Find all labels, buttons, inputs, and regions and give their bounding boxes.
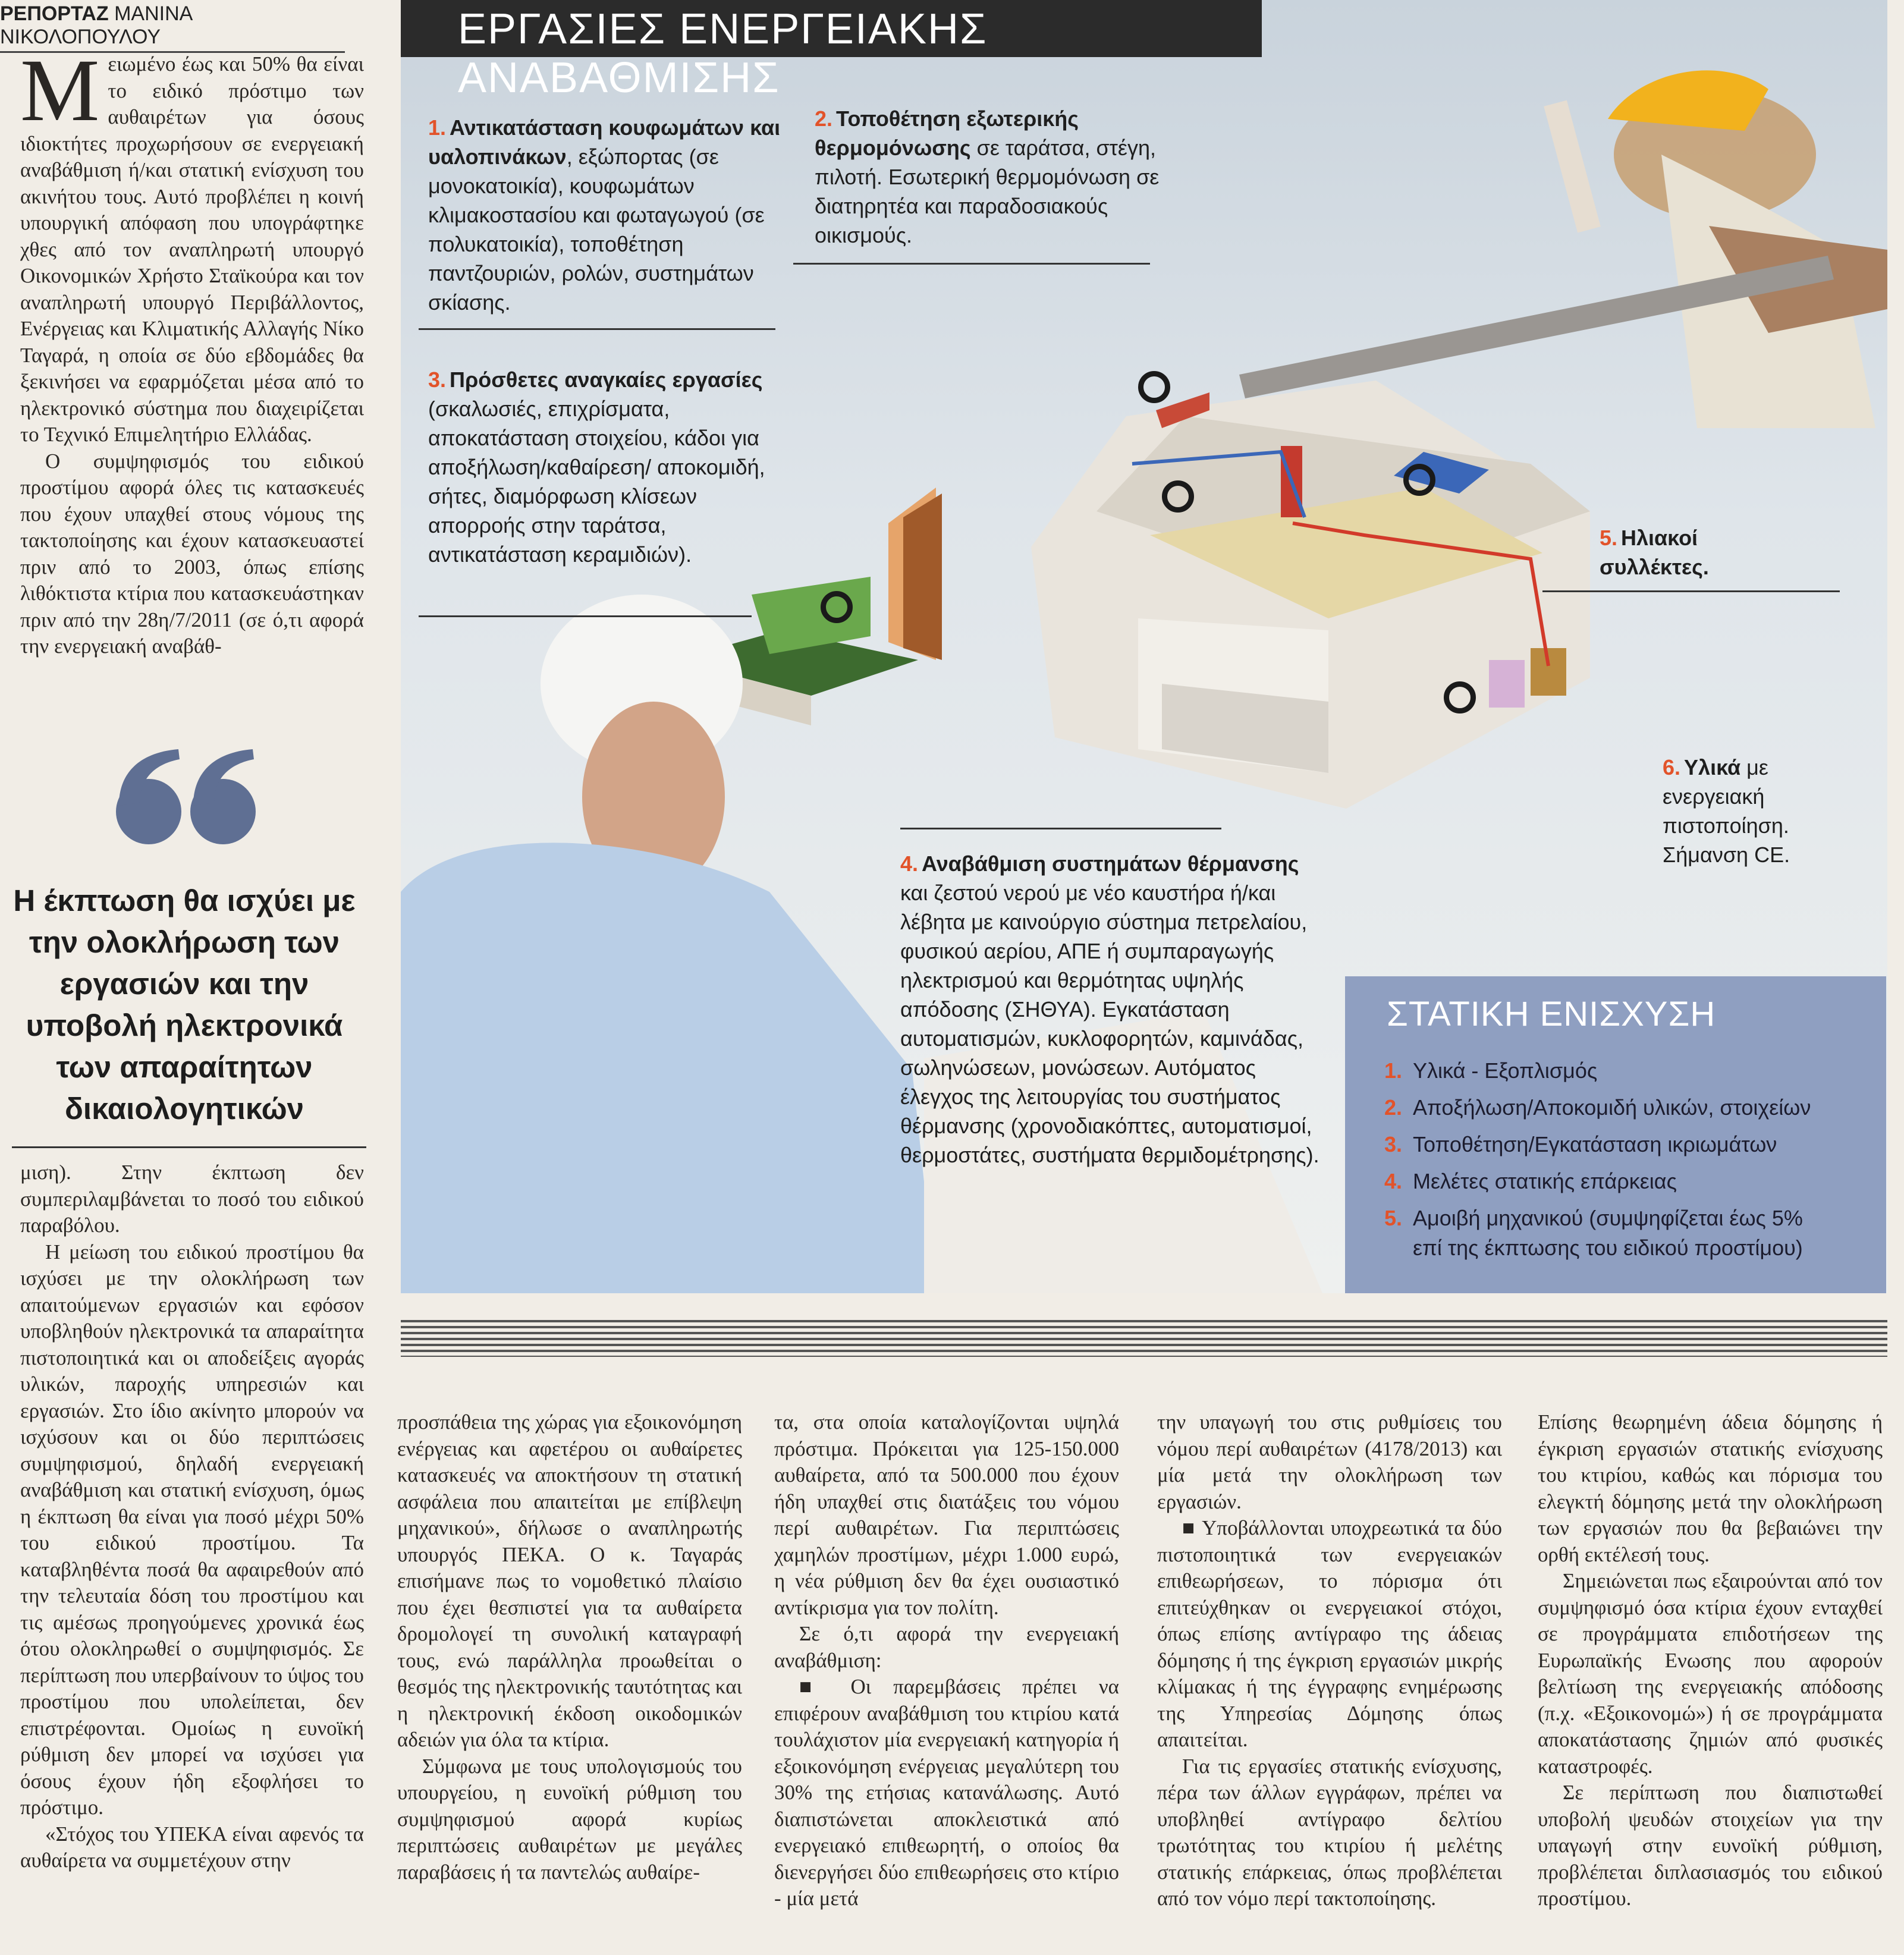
graphic-title: ΕΡΓΑΣΙΕΣ ΕΝΕΡΓΕΙΑΚΗΣ ΑΝΑΒΑΘΜΙΣΗΣ (458, 5, 988, 102)
article-col5 (1538, 1409, 1883, 1912)
caption-6-heading: Υλικά (1684, 755, 1741, 780)
caption-5 (1600, 523, 1778, 582)
caption-6 (1663, 753, 1859, 869)
statik-item-text: Αμοιβή μηχανικού (συμψηφίζεται έως 5% (1413, 1206, 1803, 1230)
caption-6-number: 6. (1663, 755, 1681, 780)
article-col1-bottom (20, 1159, 364, 1874)
statik-item (1384, 1093, 1811, 1123)
col3-p3: ■ Οι παρεμβάσεις πρέπει να επιφέρουν αναβάθμιση του κτιρίου κατά τουλάχιστον μία ενεργειακή κατηγορία ή εξοικονόμηση ενέργειας μεγαλύτερη του 30% της ετήσιας κατανάλωσης. Αυτό διαπιστώνεται αποκλειστικά από ενεργειακό επιθεωρητή, ο οποίος θα διενεργήσει δύο επιθεωρήσεις στο κτίριο - μία μετά (774, 1674, 1119, 1912)
caption-1 (428, 113, 797, 317)
pointer-line-1 (419, 328, 775, 330)
caption-4-number: 4. (900, 851, 919, 876)
statik-item-text: επί της έκπτωσης του ειδικού προστίμου) (1413, 1236, 1803, 1260)
caption-6-text: με ενεργειακή πιστοποίηση. Σήμανση CE. (1663, 755, 1790, 867)
pointer-line-5 (1542, 590, 1840, 592)
marker-ring-5 (1403, 464, 1435, 496)
col4-p3: Για τις εργασίες στατικής ενίσχυσης, πέρα των άλλων εγγράφων, πρέπει να υποβληθεί αντίγραφο δελτίου τρωτότητας του κτιρίου ή μελέτης στατικής επάρκειας, όπως προβλέπεται από τον νόμο περί τακτοποίησης. (1157, 1754, 1502, 1910)
col4-p2: ■ Υποβάλλονται υποχρεωτικά τα δύο πιστοποιητικά των ενεργειακών επιθεωρήσεων, το πόρισμα ότι επιτεύχθηκαν οι ενεργειακοί στόχοι, όπως επίσης αντίγραφο της άδειας δόμησης ή της έγκριση εργασιών μικρής κλίμακας ή της έγγραφης ενημέρωσης της Υπηρεσίας Δόμησης όπως απαιτείται. (1157, 1515, 1502, 1753)
pointer-line-4 (900, 828, 1221, 829)
marker-ring-2 (1138, 371, 1170, 403)
statik-title: ΣΤΑΤΙΚΗ ΕΝΙΣΧΥΣΗ (1387, 995, 1716, 1033)
caption-1-text: , εξώπορτας (σε μονοκατοικία), κουφωμάτων κλιμακοστασίου και φωταγωγού (σε πολυκατοικία), τοποθέτηση παντζουριών, ρολών, συστημάτων σκίασης. (428, 144, 765, 315)
caption-3-number: 3. (428, 367, 447, 392)
marker-ring-4 (1444, 681, 1476, 714)
author-name: ΜΑΝΙΝΑ ΝΙΚΟΛΟΠΟΥΛΟΥ (0, 2, 192, 48)
caption-2 (815, 104, 1183, 250)
marker-ring-3 (821, 591, 853, 623)
statik-item-number: 3. (1384, 1132, 1403, 1156)
caption-1-heading: Αντικατάσταση κουφωμάτων και υαλοπινάκων (428, 115, 781, 169)
col4-p1: την υπαγωγή του στις ρυθμίσεις του νόμου περί αυθαιρέτων (4178/2013) και μία μετά την ολοκλήρωση των εργασιών. (1157, 1410, 1502, 1513)
statik-item (1384, 1203, 1803, 1233)
caption-4 (900, 849, 1328, 1170)
article-p5: «Στόχος του ΥΠΕΚΑ είναι αφενός τα αυθαίρετα να συμμετέχουν στην (20, 1822, 364, 1872)
col3-p2: Σε ό,τι αφορά την ενεργειακή αναβάθμιση: (774, 1622, 1119, 1672)
statik-item (1384, 1167, 1677, 1196)
col5-p1: Επίσης θεωρημένη άδεια δόμησης ή έγκριση εργασιών στατικής ενίσχυσης του κτιρίου, καθώς και πόρισμα του ελεγκτή δόμησης μετά την ολοκλήρωση των εργασιών που θα βεβαιώνει την ορθή εκτέλεσή τους. (1538, 1410, 1883, 1566)
pointer-line-3 (419, 615, 752, 617)
statik-item-text: Τοποθέτηση/Εγκατάσταση ικριωμάτων (1413, 1132, 1777, 1156)
statik-item (1384, 1130, 1777, 1159)
statik-box (1345, 976, 1886, 1293)
statik-item (1384, 1233, 1803, 1263)
pull-quote: Η έκπτωση θα ισχύει με την ολοκλήρωση των εργασιών και την υποβολή ηλεκτρονικά των απαραίτητων δικαιολογητικών (13, 884, 356, 1126)
col5-p3: Σε περίπτωση που διαπιστωθεί υποβολή ψευδών στοιχείων για την υπαγωγή στην ευνοϊκή ρύθμιση, προβλέπεται διπλασιασμός του ειδικού προστίμου. (1538, 1781, 1883, 1910)
article-col2 (397, 1409, 742, 1885)
quote-mark-icon (113, 746, 262, 847)
caption-3-text: (σκαλωσιές, επιχρίσματα, αποκατάσταση στοιχείου, κάδοι για αποξήλωση/καθαίρεση/ αποκομιδή, σήτες, διαμόρφωση κλίσεων απορροής στην ταράτσα, αντικατάσταση κεραμιδιών). (428, 397, 765, 567)
caption-4-heading: Αναβάθμιση συστημάτων θέρμανσης (922, 851, 1299, 876)
statik-item-text: Μελέτες στατικής επάρκειας (1413, 1169, 1677, 1193)
caption-2-heading: Τοποθέτηση εξωτερικής θερμομόνωσης (815, 106, 1079, 160)
section-label: ΡΕΠΟΡΤΑΖ (0, 2, 109, 25)
statik-item-number: 2. (1384, 1095, 1403, 1120)
col5-p2: Σημειώνεται πως εξαιρούνται από τον συμψηφισμό όσα κτίρια έχουν ενταχθεί σε προγράμματα επιδοτήσεων της Ευρωπαϊκής Ενωσης που αφορούν βελτίωση της ενεργειακής απόδοσης (π.χ. «Εξοικονομώ») ή σε προγράμματα αποκατάστασης ζημιών από φυσικές καταστροφές. (1538, 1569, 1883, 1778)
statik-item-number: 1. (1384, 1058, 1403, 1083)
pull-quote-rule (12, 1146, 366, 1148)
article-p2: Ο συμψηφισμός του ειδικού προστίμου αφορά όλες τις κατασκευές που έχουν υπαχθεί στους νόμους της τακτοποίησης και έχουν κατασκευαστεί πριν από το 2003, όπως επίσης λιθόκτιστα κτίρια που κατασκευάστηκαν πριν από την 28η/7/2011 (σε ό,τι αφορά την ενεργειακή αναβάθ- (20, 449, 364, 658)
col3-p1: τα, στα οποία καταλογίζονται υψηλά πρόστιμα. Πρόκειται για 125-150.000 αυθαίρετα, από τα 500.000 που έχουν ήδη υπαχθεί στις διατάξεις του νόμου περί αυθαιρέτων. Για περιπτώσεις χαμηλών προστίμων, μέχρι 1.000 ευρώ, η νέα ρύθμιση δεν θα έχει ουσιαστικό αντίκρισμα για τον πολίτη. (774, 1410, 1119, 1619)
article-col4 (1157, 1409, 1502, 1912)
marker-ring-1 (1162, 480, 1194, 513)
caption-3-heading: Πρόσθετες αναγκαίες εργασίες (450, 367, 763, 392)
caption-4-text: και ζεστού νερού με νέο καυστήρα ή/και λέβητα με καινούργιο σύστημα πετρελαίου, φυσικού αερίου, ΑΠΕ ή συμπαραγωγής ηλεκτρισμού και θερμότητας υψηλής απόδοσης (ΣΗΘΥΑ). Εγκατάσταση αυτοματισμών, κυκλοφορητών, καμινάδας, σωληνώσεων, μονώσεων. Αυτόματος έλεγχος της λειτουργίας του συστήματος θέρμανσης (χρονοδιακόπτες, αυτοματισμοί, θερμοστάτες, συστήματα θερμιδομέτρησης). (900, 881, 1319, 1167)
drop-cap: Μ (20, 41, 100, 140)
statik-item-number: 5. (1384, 1206, 1403, 1230)
caption-3 (428, 365, 791, 569)
statik-item-text: Υλικά - Εξοπλισμός (1413, 1058, 1598, 1083)
caption-1-number: 1. (428, 115, 447, 140)
article-lead: ειωμένο έως και 50% θα είναι το ειδικό πρόστιμο των αυθαιρέτων για όσους ιδιοκτήτες προχωρήσουν σε ενεργειακή αναβάθμιση ή/και στατική ενίσχυση του ακινήτου τους. Αυτό προβλέπει η κοινή υπουργική απόφαση που υπογράφτηκε χθες από τον αναπληρωτή υπουργό Οικονομικών Χρήστο Σταϊκούρα και τον αναπληρωτή υπουργό Περιβάλλοντος, Ενέργειας και Κλιματικής Αλλαγής Νίκο Ταγαρά, η οποία σε δύο εβδομάδες θα ξεκινήσει να εφαρμόζεται μέσα από το ηλεκτρονικό σύστημα που διαχειρίζεται το Τεχνικό Επιμελητήριο Ελλάδας. (20, 52, 364, 446)
caption-2-number: 2. (815, 106, 833, 131)
pointer-line-2 (793, 263, 1150, 265)
article-col1-top (20, 41, 364, 660)
article-p3: μιση). Στην έκπτωση δεν συμπεριλαμβάνεται το ποσό του ειδικού παραβόλου. (20, 1161, 364, 1237)
statik-item (1384, 1056, 1597, 1086)
statik-item-number: 4. (1384, 1169, 1403, 1193)
caption-2-text: σε ταράτσα, στέγη, πιλοτή. Εσωτερική θερμομόνωση σε διατηρητέα και παραδοσιακούς οικισμούς. (815, 136, 1160, 247)
article-p4: Η μείωση του ειδικού προστίμου θα ισχύσει με την ολοκλήρωση των απαιτούμενων εργασιών και εφόσον υποβληθούν ηλεκτρονικά τα απαραίτητα πιστοποιητικά και οι αποδείξεις αγοράς υλικών, παροχής υπηρεσιών και εργασιών. Στο ίδιο ακίνητο μπορούν να ισχύσουν και οι δύο περιπτώσεις συμψηφισμού, δηλαδή ενεργειακή αναβάθμιση και στατική ενίσχυση, όμως η έκπτωση θα είναι για ποσό μέχρι 50% του ειδικού προστίμου. Τα καταβληθέντα ποσά θα αφαιρεθούν από την τελευταία δόση του προστίμου και τις αμέσως προηγούμενες χρονικά έως ότου ολοκληρωθεί ο συμψηφισμός. Σε περίπτωση που υπερβαίνουν το ύψος του προστίμου που υπολείπεται, δεν επιστρέφονται. Ομοίως η ευνοϊκή ρύθμιση δεν μπορεί να ισχύσει για όσους έχουν ήδη εξοφλήσει το πρόστιμο. (20, 1240, 364, 1819)
caption-5-number: 5. (1600, 526, 1618, 550)
statik-item-text: Αποξήλωση/Αποκομιδή υλικών, στοιχείων (1413, 1095, 1811, 1120)
col2-p1: προσπάθεια της χώρας για εξοικονόμηση ενέργειας και αφετέρου οι αυθαίρετες κατασκευές να αποκτήσουν τη στατική ασφάλεια που απαιτείται με επίβλεψη μηχανικού», δήλωσε ο αναπληρωτής υπουργός ΠΕΚΑ. Ο κ. Ταγαράς επισήμανε πως το νομοθετικό πλαίσιο που έχει θεσπιστεί για τα αυθαίρετα δρομολογεί τη συνολική καταγραφή τους, ενώ παράλληλα προωθείται ο θεσμός της ηλεκτρονικής ταυτότητας και η ηλεκτρονική έκδοση οικοδομικών αδειών για όλα τα κτίρια. (397, 1410, 742, 1751)
col2-p2: Σύμφωνα με τους υπολογισμούς του υπουργείου, η ευνοϊκή ρύθμιση του συμψηφισμού αφορά κυρίως περιπτώσεις αυθαιρέτων με μεγάλες παραβάσεις ή τα παντελώς αυθαίρε- (397, 1754, 742, 1884)
caption-5-heading: Ηλιακοί συλλέκτες. (1600, 526, 1709, 579)
separator-stripes (401, 1320, 1887, 1357)
article-col3 (774, 1409, 1119, 1912)
graphic-banner (401, 0, 1262, 102)
